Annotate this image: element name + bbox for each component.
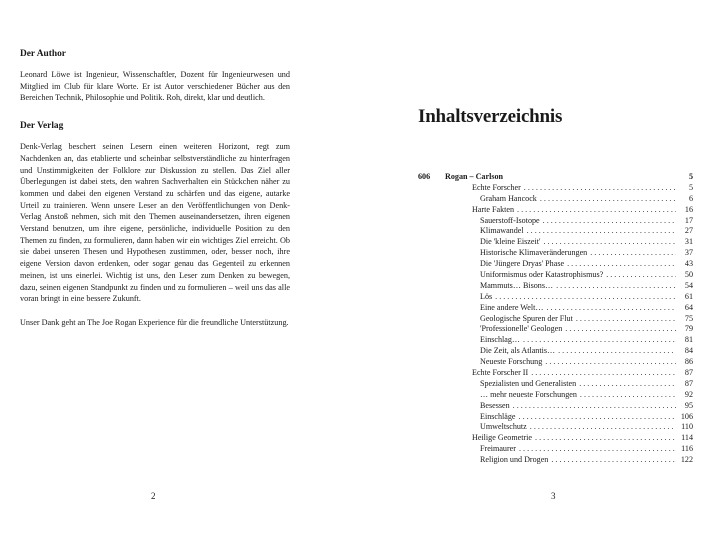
toc-entry-label: Klimawandel xyxy=(480,226,524,236)
toc-entry-label: Echte Forscher xyxy=(472,182,521,192)
toc-entry-row xyxy=(418,183,693,194)
toc-entry-page: 79 xyxy=(684,324,693,334)
toc-entry-row xyxy=(418,379,693,390)
toc-entry-row xyxy=(418,259,693,270)
toc-entry-row xyxy=(418,194,693,205)
author-heading: Der Author xyxy=(20,49,66,59)
toc-entry-page: 106 xyxy=(680,411,693,421)
toc-dot-leader xyxy=(556,281,676,292)
toc-entry-label: Harte Fakten xyxy=(472,204,515,214)
toc-entry-page: 50 xyxy=(684,270,693,280)
toc-entry-label: Spezialisten und Generalisten xyxy=(480,378,577,388)
toc-entry-page: 27 xyxy=(684,226,693,236)
toc-entry-page: 16 xyxy=(684,204,693,214)
toc-entry-label: Die Zeit, als Atlantis… xyxy=(480,346,556,356)
toc-entry-label: Echte Forscher II xyxy=(472,368,529,378)
toc-dot-leader xyxy=(517,205,676,216)
toc-entry-row xyxy=(418,205,693,216)
table-of-contents xyxy=(418,172,693,466)
toc-entry-row xyxy=(418,237,693,248)
toc-entry-label: Neueste Forschung xyxy=(480,357,543,367)
toc-entry-page: 116 xyxy=(681,444,693,454)
toc-entry-page: 37 xyxy=(684,248,693,258)
toc-entry-label: Freimaurer xyxy=(480,444,516,454)
toc-dot-leader xyxy=(535,433,676,444)
toc-entry-label: Graham Hancock xyxy=(480,193,537,203)
publisher-heading: Der Verlag xyxy=(20,121,64,132)
toc-entry-label: Die 'Jüngere Dryas' Phase xyxy=(480,259,565,269)
toc-entry-label: Rogan – Carlson xyxy=(445,172,504,181)
toc-dot-leader xyxy=(495,292,676,303)
toc-entry-label: Besessen xyxy=(480,400,510,410)
toc-dot-leader xyxy=(524,183,676,194)
right-page-number: 3 xyxy=(551,491,556,501)
toc-dot-leader xyxy=(606,270,676,281)
toc-dot-leader xyxy=(558,346,676,357)
toc-entry-label: 'Professionelle' Geologen xyxy=(480,324,563,334)
toc-entry-row xyxy=(418,412,693,423)
toc-dot-leader xyxy=(543,237,676,248)
toc-entry-row xyxy=(418,346,693,357)
toc-dot-leader xyxy=(546,303,676,314)
toc-dot-leader xyxy=(531,368,676,379)
toc-dot-leader xyxy=(523,335,676,346)
toc-chapter-row xyxy=(418,172,693,183)
toc-entry-row xyxy=(418,368,693,379)
toc-entry-page: 17 xyxy=(684,215,693,225)
toc-dot-leader xyxy=(579,379,676,390)
toc-dot-leader xyxy=(519,412,676,423)
toc-entry-row xyxy=(418,455,693,466)
toc-entry-page: 84 xyxy=(684,346,693,356)
toc-dot-leader xyxy=(580,390,676,401)
toc-entry-row xyxy=(418,216,693,227)
toc-entry-label: Einschlag… xyxy=(480,335,521,345)
toc-entry-page: 5 xyxy=(688,172,693,181)
toc-entry-row xyxy=(418,444,693,455)
toc-entry-row xyxy=(418,433,693,444)
toc-entry-label: Einschläge xyxy=(480,411,516,421)
toc-entry-page: 122 xyxy=(680,455,693,465)
toc-entry-row xyxy=(418,226,693,237)
toc-title: Inhaltsverzeichnis xyxy=(418,106,563,127)
toc-entry-row xyxy=(418,303,693,314)
toc-dot-leader xyxy=(551,455,676,466)
left-page xyxy=(20,48,290,341)
toc-entry-page: 87 xyxy=(684,378,693,388)
toc-dot-leader xyxy=(590,248,676,259)
toc-dot-leader xyxy=(519,444,676,455)
toc-dot-leader xyxy=(576,314,676,325)
toc-entry-page: 5 xyxy=(688,182,693,192)
toc-entry-row xyxy=(418,324,693,335)
toc-entry-page: 114 xyxy=(681,433,693,443)
toc-entry-page: 64 xyxy=(684,302,693,312)
toc-entry-page: 54 xyxy=(684,280,693,290)
toc-dot-leader xyxy=(540,194,676,205)
toc-entry-row xyxy=(418,357,693,368)
toc-entry-row xyxy=(418,390,693,401)
toc-entry-page: 110 xyxy=(681,422,693,432)
toc-entry-page: 87 xyxy=(684,368,693,378)
toc-entry-row xyxy=(418,314,693,325)
toc-dot-leader xyxy=(513,401,676,412)
toc-entry-label: Geologische Spuren der Flut xyxy=(480,313,573,323)
toc-entry-row xyxy=(418,281,693,292)
toc-dot-leader xyxy=(530,422,676,433)
toc-entry-label: Die 'kleine Eiszeit' xyxy=(480,237,541,247)
toc-entry-page: 92 xyxy=(684,389,693,399)
toc-dot-leader xyxy=(567,259,676,270)
toc-entry-page: 95 xyxy=(684,400,693,410)
publisher-text: Denk-Verlag beschert seinen Lesern einen weiteren Horizont, regt zum Nachdenken an, das etablierte und scheinbar selbstverständliche zu hinterfragen und Unstimmigkeiten der Folklore zur Diskussion zu stellen. Das Ziel aller Überlegungen ist dabei stets, den wahren Sachverhalten ein Stückchen näher zu kommen und dabei den eigenen Verstand zu schärfen und das eigene, autarke Urteil zu trainieren. Wenn unsere Leser an den Veröffentlichungen von Denk-Verlag Anstoß nehmen, sich mit den Themen auseinandersetzen, ihren eigenen Verstand benutzen, um ihre eigene, persönliche, individuelle Position zu den Themen zu finden, zu formulieren, dann haben wir ein wichtiges Ziel erreicht. Ob sie dabei unseren Thesen und Hypothesen zustimmen, oder, besser noch, ihre eigene Version davon erdenken, oder sogar genau das Gegenteil zu erkennen meinen, ist uns einerlei. Wichtig ist uns, den Leser zum Denken zu bewegen, dazu, seinen eigenen Standpunkt zu finden und zu formulieren – weil uns das alle voran bringt in eine bessere Zukunft. xyxy=(20,142,290,304)
toc-entry-label: Umweltschutz xyxy=(480,422,527,432)
left-page-number: 2 xyxy=(151,491,156,501)
toc-entry-label: Mammuts… Bisons… xyxy=(480,280,554,290)
toc-entry-label: Religion und Drogen xyxy=(480,455,549,465)
toc-entry-row xyxy=(418,270,693,281)
toc-entry-number: 606 xyxy=(418,172,431,181)
toc-entry-page: 86 xyxy=(684,357,693,367)
toc-entry-row xyxy=(418,335,693,346)
right-page xyxy=(418,105,693,466)
toc-entry-page: 6 xyxy=(688,193,693,203)
toc-entry-row xyxy=(418,401,693,412)
toc-entry-page: 61 xyxy=(684,291,693,301)
toc-dot-leader xyxy=(527,226,676,237)
toc-entry-page: 43 xyxy=(684,259,693,269)
toc-entry-label: Heilige Geometrie xyxy=(472,433,533,443)
toc-entry-label: Sauerstoff-Isotope xyxy=(480,215,540,225)
toc-dot-leader xyxy=(543,216,676,227)
thanks-text: Unser Dank geht an The Joe Rogan Experience für die freundliche Unterstützung. xyxy=(20,317,289,327)
toc-entry-label: Lös xyxy=(480,291,493,301)
toc-entry-page: 81 xyxy=(684,335,693,345)
toc-entry-page: 75 xyxy=(684,313,693,323)
toc-entry-row xyxy=(418,292,693,303)
toc-entry-label: Eine andere Welt… xyxy=(480,302,544,312)
toc-entry-label: … mehr neueste Forschungen xyxy=(480,389,577,399)
toc-dot-leader xyxy=(545,357,676,368)
toc-entry-row xyxy=(418,422,693,433)
toc-entry-label: Uniformismus oder Katastrophismus? xyxy=(480,270,604,280)
toc-dot-leader xyxy=(565,324,676,335)
toc-entry-label: Historische Klimaveränderungen xyxy=(480,248,588,258)
toc-entry-row xyxy=(418,248,693,259)
toc-entry-page: 31 xyxy=(684,237,693,247)
author-text: Leonard Löwe ist Ingenieur, Wissenschaftler, Dozent für Ingenieurwesen und Mitglied im Club für klare Worte. Er ist Autor verschiedener Bücher aus den Bereichen Technik, Philosophie und Politik. Roh, direkt, klar und deutlich. xyxy=(20,70,290,103)
